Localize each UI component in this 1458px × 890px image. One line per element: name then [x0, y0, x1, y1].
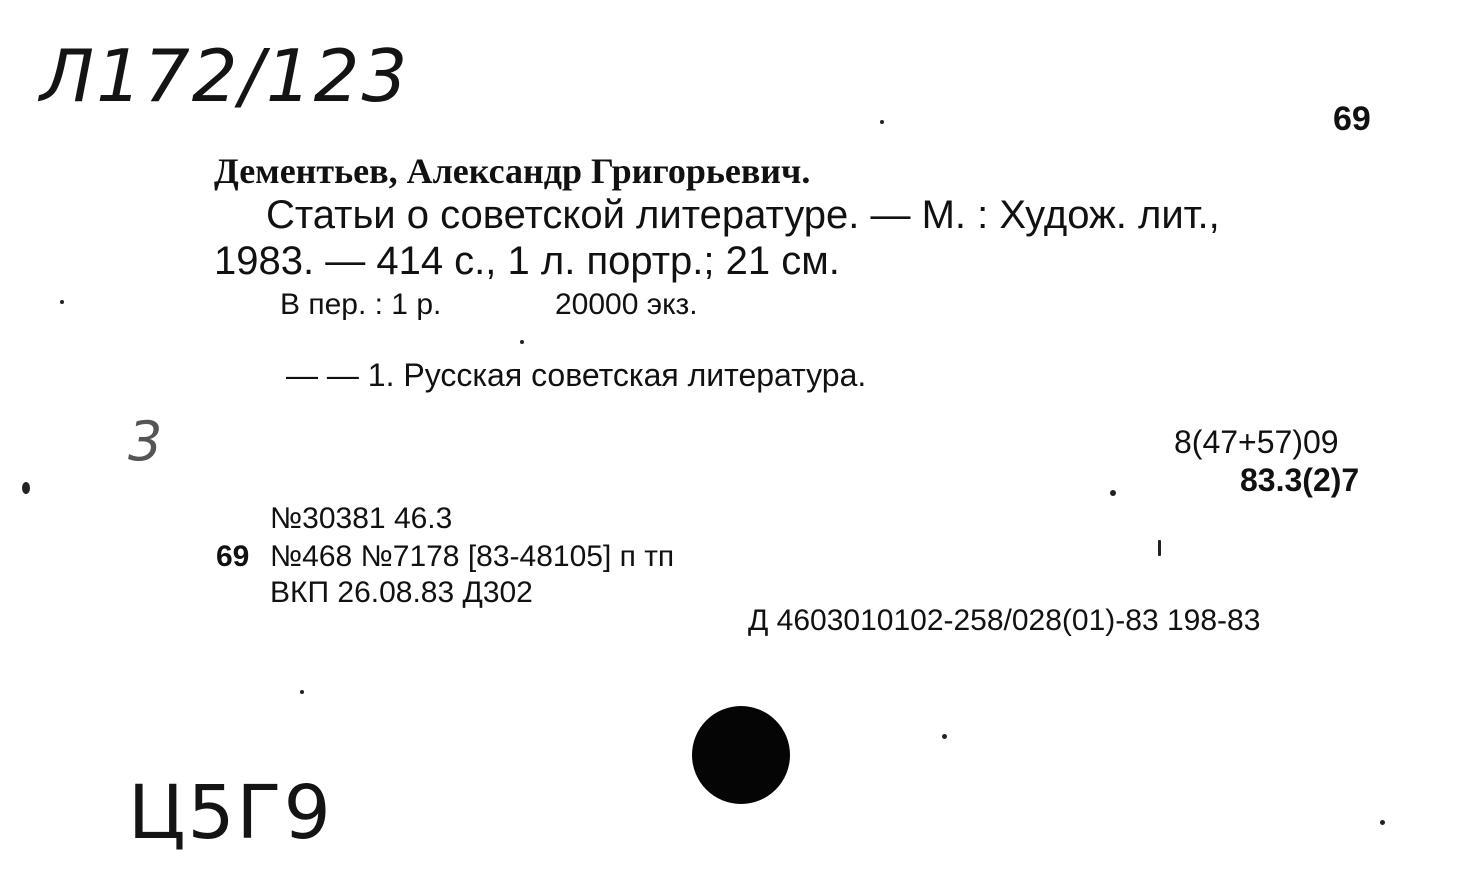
accession-prefix: 69 [216, 540, 250, 573]
classification-bbk: 83.3(2)7 [1240, 462, 1360, 498]
price-line: В пер. : 1 р. [280, 288, 442, 321]
title-line-2: 1983. — 414 с., 1 л. портр.; 21 см. [214, 239, 840, 283]
speck-mark [520, 340, 524, 344]
copies-count: 20000 экз. [555, 288, 698, 321]
speck-mark [942, 734, 947, 739]
speck-mark [1158, 540, 1161, 556]
speck-mark [1110, 490, 1116, 496]
publication-code: Д 4603010102-258/028(01)-83 198-83 [748, 604, 1261, 637]
punch-hole [692, 706, 790, 804]
accession-line-2: №468 №7178 [83-48105] п тп [270, 540, 675, 573]
speck-mark [60, 300, 64, 304]
speck-mark [300, 690, 304, 694]
speck-mark [22, 482, 30, 494]
handwritten-side-mark: 3 [128, 410, 165, 473]
classification-udc: 8(47+57)09 [1174, 424, 1339, 460]
accession-line-1: №30381 46.3 [270, 502, 453, 535]
handwritten-code: Ц5Г9 [128, 770, 333, 856]
title-line-1: Статьи о советской литературе. — М. : Худож. лит., [266, 193, 1220, 237]
speck-mark [1380, 820, 1385, 825]
handwritten-shelfmark: Л172/123 [40, 34, 410, 118]
subject-heading: — — 1. Русская советская литература. [286, 357, 867, 393]
card-number: 69 [1333, 100, 1371, 138]
author-heading: Дементьев, Александр Григорьевич. [214, 151, 811, 191]
speck-mark [880, 120, 884, 124]
accession-line-3: ВКП 26.08.83 Д302 [270, 576, 533, 609]
